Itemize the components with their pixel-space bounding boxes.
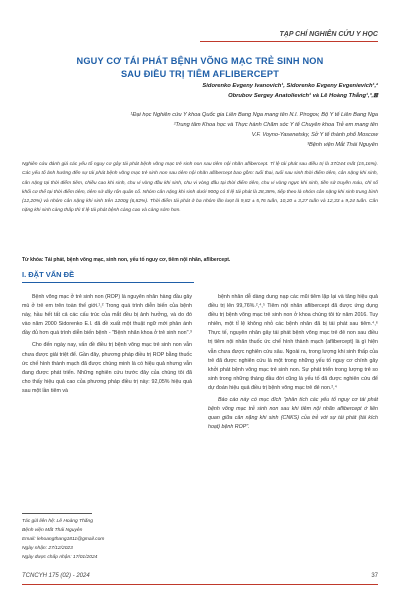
paragraph: bệnh nhân dễ dàng dung nạp các mũi tiêm lặp lại và tăng hiệu quả điều trị lên 99,76%.²,⁴,⁵ Tiêm nội nhãn aflibercept đã được ứng dụng điều trị bệnh võng mạc trẻ sinh non ở khoa chúng tôi từ năm 2016. Tuy nhiên, một tỉ lệ không nhỏ các bệnh nhân đã bị tái phát sau tiêm.⁴,⁶ Thực tế, nguyên nhân gây tái phát bệnh võng mạc trẻ đẻ non sau điều trị tiêm nội nhãn thuốc ức chế hình thành mạch (aflibercept) là gì hiện vẫn chưa được nghiên cứu sâu. Ngoài ra, trong lượng khi sinh thấp của trẻ đã được nghiên cứu là một trong những yếu tố nguy cơ chính gây khởi phát bệnh võng mạc trẻ sinh non. Sự phát triển trong lượng trẻ so sinh trong những tháng đầu đời cũng là yếu tố đã được nghiên cứu để dự đoán hiệu quả điều trị bệnh võng mạc trẻ đẻ non.²,⁴ [208, 294, 378, 391]
paragraph: Cho đến ngày nay, vấn đề điều trị bệnh võng mạc trẻ sinh non vẫn chưa được giải triệt để. Gần đây, phương pháp điều trị ROP bằng thuốc ức chế hình thành mạch đã được chúng minh là có hiệu quả nhưng vẫn đang được phát triển. Những nghiên cứu trước đây của chúng tôi đã cho thấy hiệu quả cao của phương pháp điều trị này: 92,05% hiệu quả sau một lần tiêm và [22, 342, 192, 394]
authors-line-2: Obrubov Sergey Anatolievich¹ và Lê Hoàng Thắng¹,³,⊠ [228, 93, 378, 99]
right-column [208, 293, 378, 435]
section-heading: I. ĐẶT VẤN ĐỀ [22, 270, 75, 279]
left-column [22, 293, 192, 399]
article-title-line-2: SAU ĐIỀU TRỊ TIÊM AFLIBERCEPT [120, 69, 280, 79]
page-number: 37 [371, 573, 378, 579]
journal-issue: TCNCYH 175 (02) - 2024 [22, 573, 90, 579]
journal-section-label: TẠP CHÍ NGHIÊN CỨU Y HỌC [279, 31, 378, 38]
section-underline [22, 282, 194, 283]
section-heading-block [22, 270, 194, 283]
authors-line-1: Sidorenko Evgeny Ivanovich¹, Sidorenko Evgeny Evgenievich¹,² [202, 83, 378, 89]
affiliation-2: ²Trung tâm Khoa học và Thực hành Chăm sóc Y tế Chuyên khoa Trẻ em mang tên [173, 122, 378, 128]
keywords: Từ khóa: Tái phát, bệnh võng mạc, sinh non, yếu tố nguy cơ, tiêm nội nhãn, aflibercept. [22, 257, 231, 263]
footnote-email: Email: lehoangthang1811@gmail.com [22, 537, 105, 543]
correspondence-footnote [22, 517, 192, 562]
footnote-institution: Bệnh viện Mắt Thái Nguyên [22, 528, 83, 534]
affiliation-2-cont: V.F. Voyno-Yasenetsky, Sở Y tế thành phố Moscow [251, 132, 378, 138]
affiliation-1: ¹Đại học Nghiên cứu Y khoa Quốc gia Liên Bang Nga mang tên N.I. Pirogov, Bộ Y tế Liên Bang Nga [130, 112, 378, 118]
header-divider [200, 41, 378, 42]
paragraph: Báo cáo này có mục đích "phân tích các yếu tố nguy cơ tái phát bệnh võng mạc trẻ sinh non sau khi tiêm nội nhãn aflibercept ớ liên quan giữa cân nặng khi sinh (CNKS) của trẻ với sự tái phát (tái kích hoạt) bệnh ROP". [208, 397, 378, 431]
footnote-divider [22, 513, 92, 514]
affiliation-3: ³Bệnh viện Mắt Thái Nguyên [307, 142, 378, 148]
paragraph: Bệnh võng mạc ở trẻ sinh non (ROP) là nguyên nhân hàng đầu gây mù ở trẻ em trên toàn thế giới.¹,² Trong quá trình diễn biến của bệnh này, hầu hết tất cả các cấu trúc của mắt đều bị ảnh hưởng, và do đó vào năm 2000 Sidorenko E.I. đã đề xuất một thuật ngữ mới phản ánh đầy đủ hơn quá trình diễn biến bệnh - "Bệnh nhãn khoa ở trẻ sinh non".³ [22, 294, 192, 337]
article-title-line-1: NGUY CƠ TÁI PHÁT BỆNH VÕNG MẠC TRẺ SINH NON [76, 56, 324, 66]
footer-divider [22, 584, 378, 585]
footnote-received: Ngày nhận: 27/12/2023 [22, 546, 73, 552]
abstract: Nghiên cứu đánh giá các yếu tố nguy cơ gây tái phát bệnh võng mạc trẻ sinh non sau tiêm nội nhãn aflibercept. Tỉ lệ tái phát sau điều trị là 37/244 mắt (15,16%). Các yếu tố ảnh hưởng đến sự tái phát bệnh võng mạc trẻ sinh non sau tiêm nội nhãn aflibercept bao gồm: tuổi thai, tuổi sau sinh thời điểm tiêm, cân nặng khi sinh, cân nặng tại thời điểm tiêm, chiều cao khi sinh, chu vi vòng đầu khi sinh, chu vi vòng đầu tại thời điểm tiêm, chu vi vòng ngực khi sinh, tiền sử truyền máu, chỉ số khối cơ thể tại thời điểm tiêm, tiêm sử dây rốn quấn cổ. Nhóm cân nặng khi sinh dưới 900g có tỉ lệ tái phát là 28,38%, tiếp theo là nhóm cân nặng khi sinh trung bình (12,20%) và nhóm cân nặng khi sinh trên 1200g (6,82%). Thời điểm tái phát ở ba nhóm lần lượt là 9,82 ± 5,76 tuần, 10,20 ± 3,27 tuần và 12,33 ± 9,24 tuần. Cân nặng khi sinh càng thấp thì tỉ lệ tái phát bệnh càng cao và càng sớm hơn. [22, 162, 378, 214]
footnote-accepted: Ngày được chấp nhận: 17/01/2024 [22, 555, 98, 561]
footnote-author: Tác giả liên hệ: Lê Hoàng Thắng [22, 519, 93, 524]
